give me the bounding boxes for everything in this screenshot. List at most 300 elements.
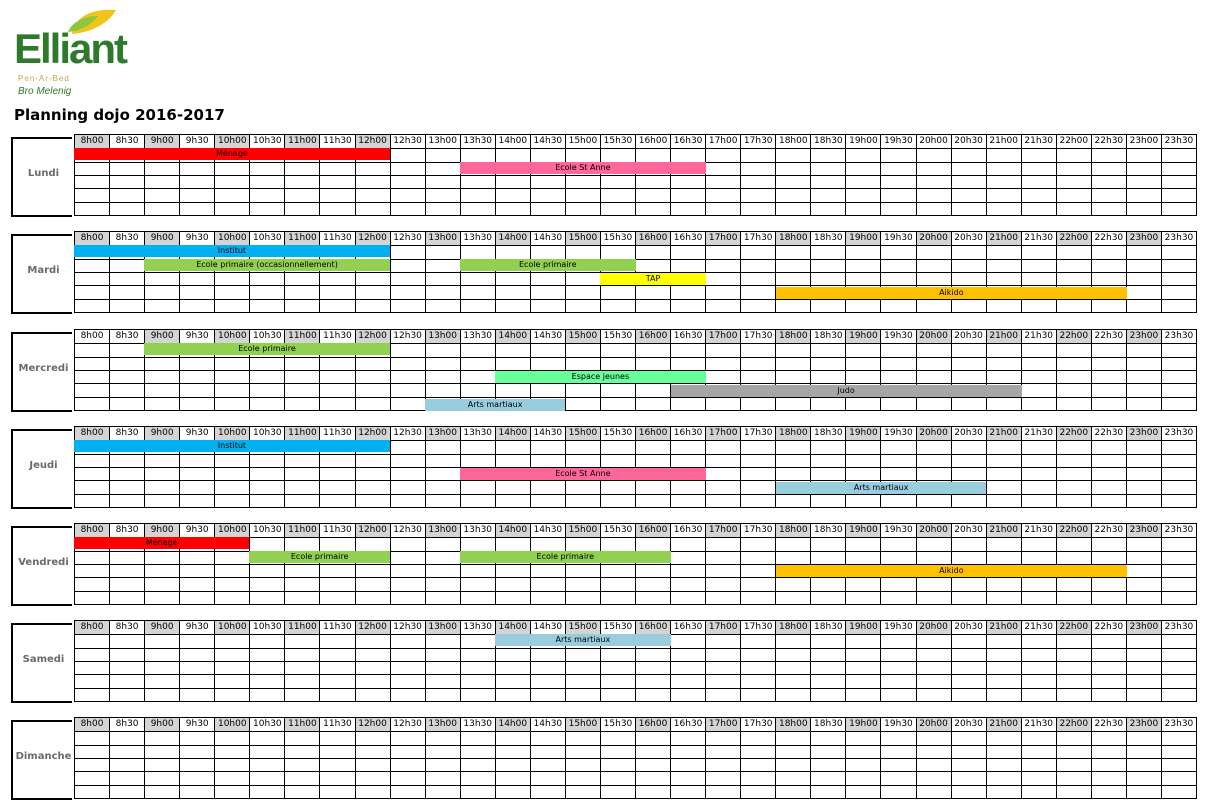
time-header-cell: 8h30 [110,232,145,246]
grid-cell [776,745,811,758]
time-header-cell: 10h30 [250,427,285,441]
grid-cell [320,759,355,772]
grid-cell [495,591,530,604]
grid-cell [741,759,776,772]
grid-cell [355,675,390,688]
grid-cell [706,468,741,481]
grid-cell [1056,759,1091,772]
grid-cell [285,745,320,758]
time-header-cell: 19h30 [881,427,916,441]
grid-row [75,384,1197,397]
grid-cell [355,578,390,591]
time-header-cell: 12h00 [355,232,390,246]
grid-cell [530,648,565,661]
time-header-cell: 14h00 [495,524,530,538]
time-header-cell: 16h00 [636,330,671,344]
grid-cell [215,785,250,798]
grid-cell [215,494,250,507]
grid-cell [355,565,390,578]
event-bar: Ecole primaire [249,551,389,563]
grid-cell [916,675,951,688]
time-header-cell: 17h00 [706,621,741,635]
grid-cell [916,189,951,202]
time-header-cell: 21h30 [1021,427,1056,441]
grid-cell [776,357,811,370]
time-header-cell: 19h30 [881,232,916,246]
grid-cell [600,299,635,312]
time-header-cell: 22h00 [1056,135,1091,149]
grid-cell [565,662,600,675]
time-header-row [75,621,1197,635]
grid-cell [811,759,846,772]
grid-cell [600,357,635,370]
grid-cell [180,299,215,312]
time-header-cell: 16h30 [671,135,706,149]
grid-cell [1161,648,1196,661]
time-header-cell: 8h30 [110,427,145,441]
grid-cell [1126,344,1161,357]
grid-cell [285,662,320,675]
grid-cell [986,635,1021,648]
grid-cell [741,299,776,312]
grid-cell [1091,538,1126,551]
grid-cell [600,202,635,215]
grid-cell [916,745,951,758]
grid-cell [741,494,776,507]
time-header-cell: 22h30 [1091,232,1126,246]
grid-cell [110,688,145,701]
grid-cell [425,578,460,591]
grid-cell [250,468,285,481]
grid-cell [425,494,460,507]
grid-cell [495,441,530,454]
grid-cell [741,189,776,202]
time-grid [74,329,1197,411]
grid-cell [495,454,530,467]
grid-cell [881,246,916,259]
grid-cell [180,772,215,785]
grid-cell [495,662,530,675]
time-header-cell: 20h00 [916,718,951,732]
grid-cell [951,745,986,758]
grid-cell [250,772,285,785]
grid-cell [145,357,180,370]
grid-cell [530,785,565,798]
grid-cell [1126,662,1161,675]
grid-cell [355,371,390,384]
grid-cell [1091,397,1126,410]
grid-cell [811,246,846,259]
grid-cell [741,259,776,272]
grid-cell [741,397,776,410]
grid-row [75,662,1197,675]
time-grid [74,426,1197,508]
grid-cell [600,732,635,745]
grid-cell [951,538,986,551]
time-header-cell: 10h00 [215,524,250,538]
grid-cell [600,384,635,397]
time-header-cell: 15h00 [565,135,600,149]
grid-cell [986,344,1021,357]
grid-cell [565,494,600,507]
grid-cell [320,745,355,758]
grid-cell [355,732,390,745]
grid-cell [636,397,671,410]
grid-cell [881,397,916,410]
grid-row [75,688,1197,701]
time-header-cell: 21h30 [1021,330,1056,344]
grid-cell [565,357,600,370]
time-header-cell: 9h30 [180,524,215,538]
grid-cell [1126,468,1161,481]
grid-cell [846,745,881,758]
grid-cell [215,468,250,481]
grid-cell [706,635,741,648]
grid-cell [425,551,460,564]
time-header-cell: 21h00 [986,232,1021,246]
grid-cell [390,202,425,215]
grid-cell [741,578,776,591]
time-header-cell: 18h00 [776,330,811,344]
grid-cell [250,538,285,551]
grid-cell [75,565,110,578]
grid-cell [951,551,986,564]
grid-cell [916,578,951,591]
grid-cell [180,162,215,175]
grid-cell [986,162,1021,175]
grid-cell [250,662,285,675]
grid-cell [355,481,390,494]
grid-cell [390,635,425,648]
grid-cell [776,591,811,604]
grid-cell [110,675,145,688]
grid-cell [1056,772,1091,785]
grid-cell [1056,162,1091,175]
grid-cell [1126,286,1161,299]
grid-cell [390,732,425,745]
grid-cell [565,648,600,661]
grid-cell [1056,189,1091,202]
grid-cell [145,578,180,591]
grid-cell [706,551,741,564]
grid-cell [1091,344,1126,357]
grid-cell [671,772,706,785]
grid-cell [916,591,951,604]
time-header-cell: 11h30 [320,427,355,441]
time-header-cell: 15h00 [565,621,600,635]
time-header-cell: 14h30 [530,135,565,149]
grid-cell [1091,772,1126,785]
grid-cell [1091,578,1126,591]
time-header-cell: 16h00 [636,427,671,441]
grid-cell [285,591,320,604]
grid-cell [460,635,495,648]
grid-cell [600,397,635,410]
grid-cell [951,189,986,202]
grid-cell [706,494,741,507]
grid-cell [671,494,706,507]
grid-cell [425,481,460,494]
grid-cell [250,273,285,286]
grid-cell [846,357,881,370]
time-header-cell: 8h00 [75,427,110,441]
grid-cell [1161,162,1196,175]
grid-cell [636,286,671,299]
grid-cell [1056,648,1091,661]
time-header-cell: 16h00 [636,232,671,246]
time-header-cell: 20h30 [951,524,986,538]
grid-cell [425,454,460,467]
grid-cell [320,273,355,286]
grid-cell [741,149,776,162]
grid-cell [776,149,811,162]
grid-cell [320,286,355,299]
grid-cell [425,538,460,551]
grid-cell [1126,688,1161,701]
grid-cell [600,759,635,772]
grid-cell [776,688,811,701]
grid-cell [671,259,706,272]
grid-cell [776,344,811,357]
grid-cell [75,494,110,507]
grid-cell [495,202,530,215]
grid-cell [285,357,320,370]
grid-cell [1126,772,1161,785]
grid-cell [530,732,565,745]
grid-cell [881,745,916,758]
grid-cell [706,565,741,578]
grid-cell [986,246,1021,259]
grid-cell [600,441,635,454]
grid-cell [110,384,145,397]
grid-cell [636,384,671,397]
grid-cell [180,732,215,745]
grid-cell [1021,578,1056,591]
grid-cell [390,538,425,551]
time-header-cell: 8h30 [110,524,145,538]
grid-cell [355,454,390,467]
grid-cell [811,578,846,591]
time-header-cell: 8h30 [110,135,145,149]
grid-cell [881,648,916,661]
time-header-cell: 8h30 [110,621,145,635]
grid-cell [460,299,495,312]
event-bar: Ecole primaire [460,551,671,563]
grid-cell [986,397,1021,410]
time-header-cell: 15h30 [600,135,635,149]
time-header-cell: 15h00 [565,718,600,732]
grid-cell [75,551,110,564]
time-header-cell: 17h30 [741,427,776,441]
grid-cell [530,189,565,202]
grid-cell [460,578,495,591]
time-header-cell: 14h30 [530,330,565,344]
grid-cell [390,286,425,299]
grid-cell [951,662,986,675]
grid-cell [986,745,1021,758]
grid-cell [355,357,390,370]
grid-cell [951,772,986,785]
grid-cell [530,591,565,604]
grid-cell [75,384,110,397]
grid-cell [1056,785,1091,798]
grid-cell [1056,357,1091,370]
grid-cell [250,759,285,772]
time-header-cell: 11h00 [285,621,320,635]
grid-cell [1126,273,1161,286]
grid-cell [881,635,916,648]
day-block-mardi [11,231,1197,313]
grid-cell [495,357,530,370]
grid-cell [250,591,285,604]
grid-cell [741,565,776,578]
grid-cell [706,481,741,494]
grid-cell [425,772,460,785]
grid-cell [1161,591,1196,604]
time-header-cell: 8h00 [75,330,110,344]
grid-cell [355,785,390,798]
grid-cell [390,662,425,675]
time-header-row [75,427,1197,441]
grid-cell [1091,357,1126,370]
grid-cell [75,299,110,312]
grid-cell [776,246,811,259]
grid-cell [1056,371,1091,384]
grid-cell [75,371,110,384]
grid-cell [460,785,495,798]
grid-cell [636,454,671,467]
grid-cell [390,772,425,785]
grid-cell [285,538,320,551]
time-header-cell: 12h00 [355,524,390,538]
time-header-cell: 15h30 [600,427,635,441]
grid-cell [811,357,846,370]
time-header-cell: 17h30 [741,718,776,732]
grid-cell [320,538,355,551]
grid-cell [846,441,881,454]
grid-cell [320,384,355,397]
time-header-cell: 13h00 [425,524,460,538]
grid-row [75,759,1197,772]
grid-cell [600,688,635,701]
grid-cell [425,176,460,189]
grid-cell [1091,481,1126,494]
grid-cell [145,299,180,312]
grid-cell [75,286,110,299]
grid-cell [1056,397,1091,410]
grid-cell [706,732,741,745]
grid-cell [460,732,495,745]
grid-cell [250,578,285,591]
grid-cell [495,344,530,357]
grid-cell [776,494,811,507]
grid-cell [671,759,706,772]
grid-cell [600,745,635,758]
grid-cell [811,745,846,758]
grid-cell [250,202,285,215]
grid-cell [1091,785,1126,798]
grid-cell [495,384,530,397]
grid-cell [285,481,320,494]
grid-cell [565,149,600,162]
grid-cell [1056,149,1091,162]
grid-cell [1161,286,1196,299]
grid-cell [145,371,180,384]
grid-cell [1056,384,1091,397]
grid-cell [636,189,671,202]
grid-cell [145,675,180,688]
grid-cell [986,441,1021,454]
grid-cell [811,785,846,798]
grid-cell [986,468,1021,481]
grid-cell [530,246,565,259]
time-header-cell: 17h00 [706,524,741,538]
grid-cell [75,259,110,272]
time-header-cell: 23h30 [1161,135,1196,149]
grid-cell [846,591,881,604]
grid-cell [495,565,530,578]
time-header-cell: 10h00 [215,718,250,732]
time-header-cell: 13h30 [460,621,495,635]
time-header-cell: 17h00 [706,427,741,441]
grid-cell [636,732,671,745]
grid-cell [390,578,425,591]
grid-cell [460,344,495,357]
time-grid [74,231,1197,313]
grid-cell [355,635,390,648]
day-label: Jeudi [29,460,58,471]
grid-cell [916,397,951,410]
grid-cell [951,259,986,272]
grid-cell [1056,745,1091,758]
day-label: Samedi [22,654,65,665]
day-block-dimanche [11,717,1197,799]
grid-cell [671,745,706,758]
grid-cell [1021,675,1056,688]
grid-cell [741,286,776,299]
grid-cell [215,688,250,701]
grid-cell [1126,299,1161,312]
grid-cell [215,454,250,467]
grid-cell [145,397,180,410]
grid-cell [706,648,741,661]
grid-cell [636,259,671,272]
time-header-cell: 11h30 [320,621,355,635]
time-header-cell: 23h30 [1161,232,1196,246]
time-header-cell: 16h00 [636,135,671,149]
time-header-cell: 23h00 [1126,232,1161,246]
grid-cell [881,538,916,551]
grid-row [75,732,1197,745]
grid-cell [425,371,460,384]
grid-cell [811,371,846,384]
grid-cell [986,591,1021,604]
grid-cell [145,494,180,507]
grid-cell [320,732,355,745]
time-header-cell: 15h30 [600,232,635,246]
grid-cell [495,732,530,745]
grid-cell [180,578,215,591]
grid-cell [460,538,495,551]
grid-cell [390,162,425,175]
grid-cell [495,286,530,299]
grid-cell [355,384,390,397]
grid-cell [776,162,811,175]
grid-cell [250,299,285,312]
grid-cell [565,565,600,578]
grid-cell [846,675,881,688]
grid-cell [811,468,846,481]
